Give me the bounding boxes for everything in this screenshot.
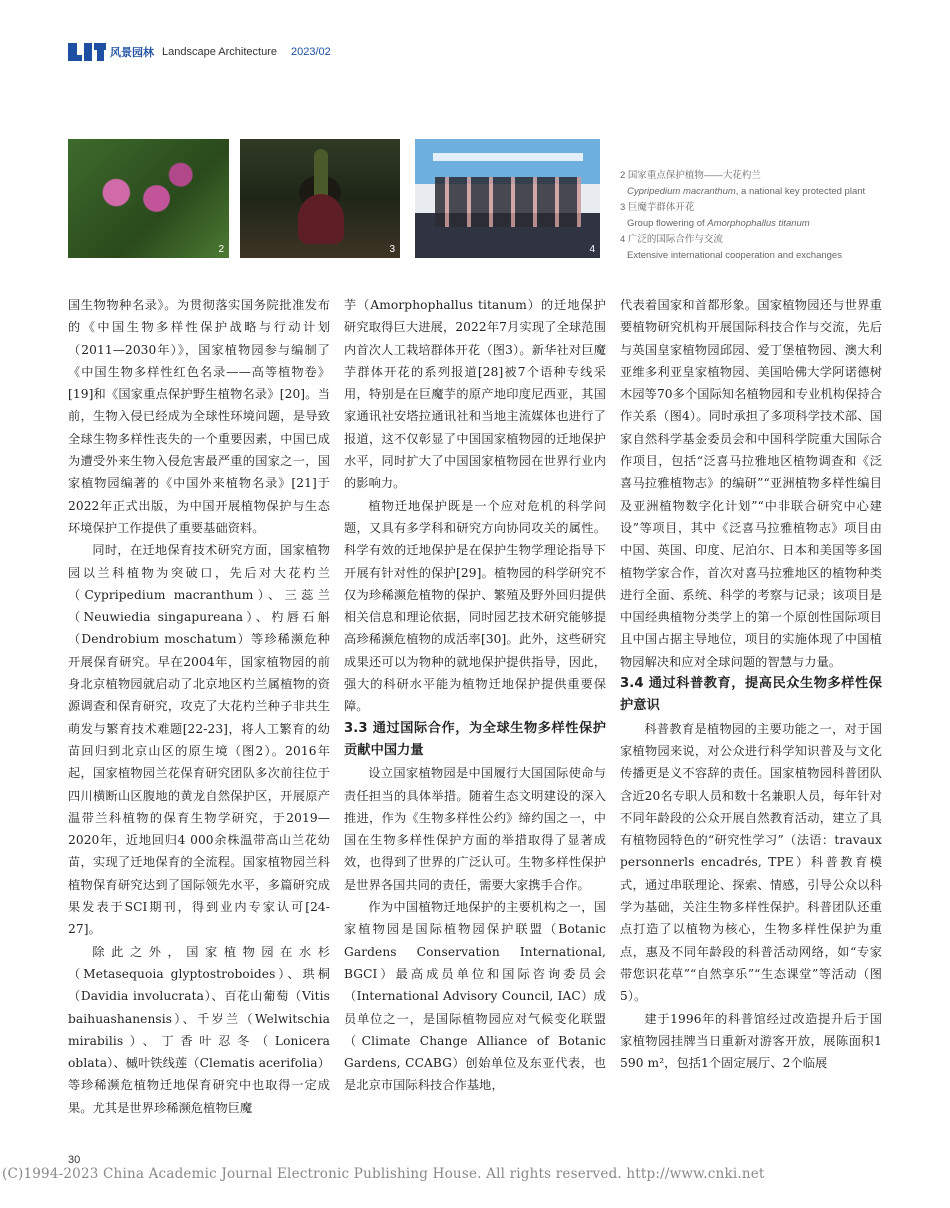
journal-issue: 2023/02 [290, 46, 331, 58]
body-paragraph: 代表着国家和首都形象。国家植物园还与世界重要植物研究机构开展国际科技合作与交流，先后与英国皇家植物园邱园、爱丁堡植物园、澳大利亚维多利亚皇家植物园、美国哈佛大学阿诺德树木园等70多个国际知名植物园和专业机构保持合作关系（图4）。同时承担了多项科学技术部、国家自然科学基金委员会和中国科学院重大国际合作项目，包括“泛喜马拉雅地区植物调查和《泛喜马拉雅植物志》的编研”“亚洲植物多样性编目及亚洲植物数字化计划”“中非联合研究中心建设”等项目，其中《泛喜马拉雅植物志》项目由中国、英国、印度、尼泊尔、日本和美国等多国植物学家合作，首次对喜马拉雅地区的植物种类进行全面、系统、科学的考察与记录；该项目是中国经典植物分类学上的第一个原创性国际项目且中国占据主导地位，项目的实施体现了中国植物园解决和应对全球问题的智慧与力量。 [620, 298, 882, 669]
figure-captions [620, 168, 865, 264]
body-paragraph: 植物迁地保护既是一个应对危机的科学问题，又具有多学科和研究方向协同攻关的属性。科学有效的迁地保护是在保护生物学理论指导下开展有针对性的保护[29]。植物园的科学研究不仅为珍稀濒危植物的保护、繁殖及野外回归提供相关信息和理论依据，同时园艺技术研究能够提高珍稀濒危植物的成活率[30]。此外，这些研究成果还可以为物种的就地保护提供指导，因此，强大的科研水平能为植物迁地保护提供重要保障。 [344, 498, 606, 714]
caption-en: Group flowering of Amorphophallus titanum [627, 218, 810, 229]
text-column-2 [344, 294, 606, 1097]
section-heading: 3.3 通过国际合作，为全球生物多样性保护贡献中国力量 [344, 720, 606, 758]
journal-name-cn: 风景园林 [110, 46, 154, 59]
figure-3-photo [240, 139, 400, 258]
body-paragraph: 科普教育是植物园的主要功能之一，对于国家植物园来说，对公众进行科学知识普及与文化传播更是义不容辞的责任。国家植物园科普团队含近20名专职人员和数十名兼职人员，每年针对不同年龄段的公众开展自然教育活动，建立了具有植物园特色的“研究性学习”（法语：travaux personnerls encadrés, TPE）科普教育模式，通过串联理论、探索、情感，引导公众以科学为基础，关注生物多样性保护。科普团队还重点打造了以植物为核心，生物多样性保护为重点，惠及不同年龄段的科普活动网络，如“专家带您识花草”“自然享乐”“生态课堂”等活动（图5）。 [620, 721, 882, 1004]
journal-header [68, 41, 331, 63]
caption-cn: 3 巨魔芋群体开花 [620, 202, 695, 213]
figure-4-photo [415, 139, 600, 258]
body-paragraph: 同时，在迁地保育技术研究方面，国家植物园以兰科植物为突破口，先后对大花杓兰（Cypripedium macranthum）、三蕊兰（Neuwiedia singapureana）、杓唇石斛（Dendrobium moschatum）等珍稀濒危种开展保育研究。早在2004年，国家植物园的前身北京植物园就启动了北京地区杓兰属植物的资源调查和保育研究，攻克了大花杓兰种子非共生萌发与繁育技术难题[22-23]，将人工繁育的幼苗回归到北京山区的原生境（图2）。2016年起，国家植物园兰花保育研究团队多次前往位于四川横断山区腹地的黄龙自然保护区，开展原产温带兰科植物的保育生物学研究，于2019—2020年，近地回归4 000余株温带高山兰花幼苗，实现了迁地保育的全流程。国家植物园兰科植物保育研究达到了国际领先水平，多篇研究成果发表于SCI期刊，得到业内专家认可[24-27]。 [68, 543, 330, 937]
journal-name-en: Landscape Architecture [162, 46, 277, 58]
caption-cn: 4 广泛的国际合作与交流 [620, 234, 723, 245]
text-column-1 [68, 294, 330, 1119]
figure-number: 2 [218, 244, 224, 255]
body-paragraph: 国生物物种名录》。为贯彻落实国务院批准发布的《中国生物多样性保护战略与行动计划（2011—2030年）》，国家植物园参与编制了《中国生物多样性红色名录——高等植物卷》[19]和《国家重点保护野生植物名录》[20]。当前，生物入侵已经成为全球性环境问题，是导致全球生物多样性丧失的一个重要因素，中国已成为遭受外来生物入侵危害最严重的国家之一，国家植物园编著的《中国外来植物名录》[21]于2022年正式出版，为中国开展植物保护与生态环境保护工作提供了重要基础资料。 [68, 298, 330, 535]
caption-en: Cypripedium macranthum, a national key protected plant [627, 186, 866, 197]
body-paragraph: 除此之外，国家植物园在水杉（Metasequoia glyptostroboides）、珙桐（Davidia involucrata）、百花山葡萄（Vitis baihuashanensis）、千岁兰（Welwitschia mirabilis）、丁香叶忍冬（Lonicera oblata）、槭叶铁线莲（Clematis acerifolia）等珍稀濒危植物迁地保育研究中也取得一定成果。尤其是世界珍稀濒危植物巨魔 [68, 944, 330, 1115]
caption-cn: 2 国家重点保护植物——大花杓兰 [620, 170, 761, 181]
text-column-3 [620, 294, 882, 1074]
copyright-footer: (C)1994-2023 China Academic Journal Electronic Publishing House. All rights reserved. http://www.cnki.net [2, 1166, 765, 1182]
figure-number: 3 [389, 244, 395, 255]
body-paragraph: 芋（Amorphophallus titanum）的迁地保护研究取得巨大进展，2022年7月实现了全球范围内首次人工栽培群体开花（图3）。新华社对巨魔芋群体开花的系列报道[28]被7个语种专线采用，特别是在巨魔芋的原产地印度尼西亚，其国家通讯社安塔拉通讯社和当地主流媒体也进行了报道，这不仅彰显了中国国家植物园的迁地保护水平，同时扩大了中国国家植物园在世界行业内的影响力。 [344, 298, 606, 491]
caption-en: Extensive international cooperation and exchanges [627, 250, 842, 261]
figure-2-photo [68, 139, 229, 258]
section-heading: 3.4 通过科普教育，提高民众生物多样性保护意识 [620, 676, 882, 714]
figure-number: 4 [589, 244, 595, 255]
journal-logo-icon [68, 43, 106, 61]
body-paragraph: 作为中国植物迁地保护的主要机构之一，国家植物园是国际植物园保护联盟（Botanic Gardens Conservation International, BGCI）最高成员单位和国际咨询委员会（International Advisory Council, IAC）成员单位之一，是国际植物园应对气候变化联盟（Climate Change Alliance of Botanic Gardens, CCABG）创始单位及东亚代表，也是北京市国际科技合作基地， [344, 900, 606, 1093]
body-paragraph: 建于1996年的科普馆经过改造提升后于国家植物园挂牌当日重新对游客开放，展陈面积1 590 m²，包括1个固定展厅、2个临展 [620, 1011, 882, 1071]
body-paragraph: 设立国家植物园是中国履行大国国际使命与责任担当的具体举措。随着生态文明建设的深入推进，作为《生物多样性公约》缔约国之一，中国在生物多样性保护方面的举措取得了显著成效，也得到了世界的广泛认可。生物多样性保护是世界各国共同的责任，需要大家携手合作。 [344, 766, 606, 892]
page-number: 30 [68, 1154, 81, 1166]
